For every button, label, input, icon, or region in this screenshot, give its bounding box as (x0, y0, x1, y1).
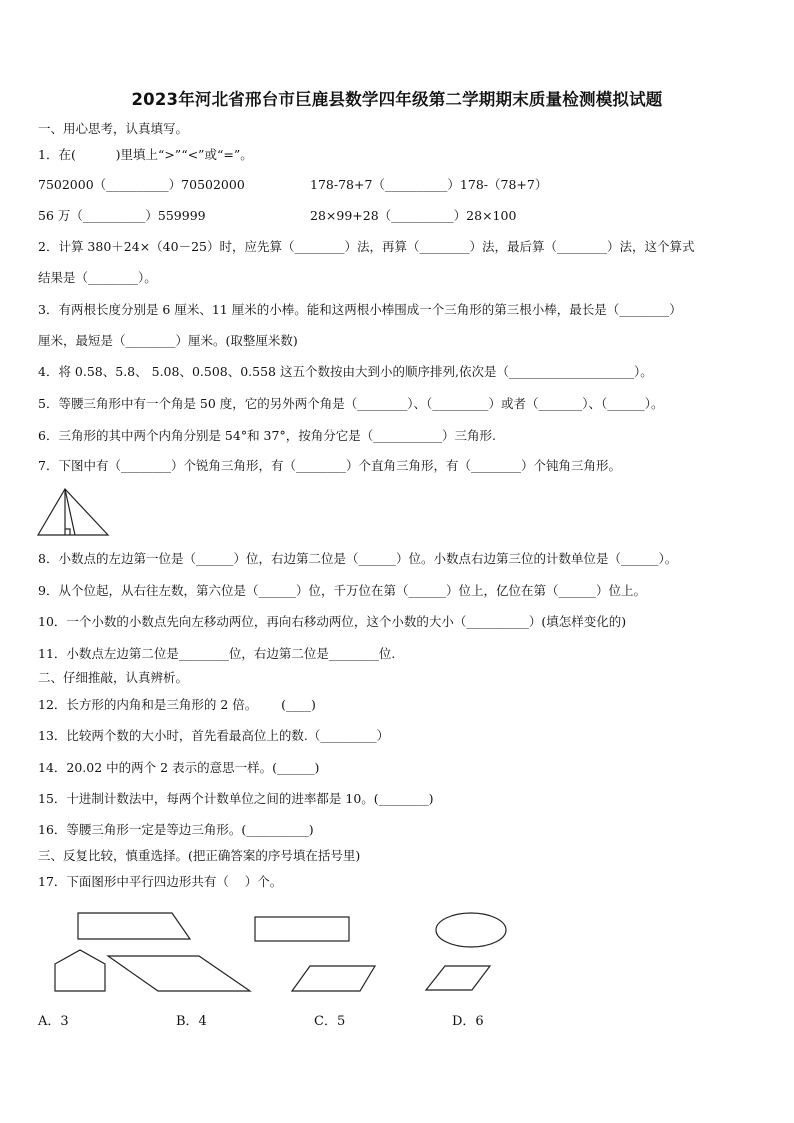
question-3-line-2: 厘米，最短是（________）厘米。(取整厘米数) (38, 333, 298, 348)
question-16: 16．等腰三角形一定是等边三角形。(__________) (38, 822, 314, 837)
rhombus-shape (426, 966, 490, 990)
option-b[interactable]: B．4 (176, 1014, 207, 1029)
question-10: 10．一个小数的小数点先向左移动两位，再向右移动两位，这个小数的大小（__________）(填怎样变化的) (38, 614, 627, 629)
question-7: 7．下图中有（________）个锐角三角形，有（________）个直角三角形，有（________）个钝角三角形。 (38, 458, 621, 473)
question-12: 12．长方形的内角和是三角形的 2 倍。 (____) (38, 697, 316, 712)
question-17: 17．下面图形中平行四边形共有（ ）个。 (38, 874, 283, 889)
page-title: 2023年河北省邢台市巨鹿县数学四年级第二学期期末质量检测模拟试题 (131, 90, 663, 109)
ellipse-shape (436, 913, 506, 947)
question-1-item-a: 7502000（__________）70502000 (38, 177, 245, 192)
question-2-line-1: 2．计算 380＋24×（40－25）时，应先算（________）法，再算（________）法，最后算（________）法，这个算式 (38, 239, 695, 254)
question-3-line-1: 3．有两根长度分别是 6 厘米、11 厘米的小棒。能和这两根小棒围成一个三角形的第三根小棒，最长是（________） (38, 302, 682, 317)
question-4: 4．将 0.58、5.8、 5.08、0.508、0.558 这五个数按由大到小的顺序排列,依次是（____________________）。 (38, 364, 653, 379)
question-15: 15．十进制计数法中，每两个计数单位之间的进率都是 10。(________) (38, 791, 434, 806)
question-6: 6．三角形的其中两个内角分别是 54°和 37°，按角分它是（___________）三角形. (38, 428, 496, 443)
question-1-item-c: 56 万（__________）559999 (38, 208, 206, 223)
question-2-line-2: 结果是（________）。 (38, 270, 157, 285)
rectangle-shape (255, 917, 349, 941)
question-11: 11．小数点左边第二位是________位，右边第二位是________位. (38, 646, 396, 661)
shapes-figure-icon (40, 905, 520, 1000)
question-5: 5．等腰三角形中有一个角是 50 度，它的另外两个角是（________）、（_________）或者（_______）、（______）。 (38, 396, 664, 411)
section-heading-1: 一、用心思考，认真填写。 (38, 121, 189, 136)
parallelogram-shape-2 (292, 966, 375, 991)
triangle-figure-icon (36, 486, 112, 538)
question-13: 13．比较两个数的大小时，首先看最高位上的数.（_________） (38, 728, 390, 743)
section-heading-3: 三、反复比较，慎重选择。(把正确答案的序号填在括号里) (38, 848, 361, 863)
question-1-item-b: 178-78+7（__________）178-（78+7） (310, 177, 548, 192)
question-1-item-d: 28×99+28（__________）28×100 (310, 208, 517, 223)
question-8: 8．小数点的左边第一位是（______）位，右边第二位是（______）位。小数点右边第三位的计数单位是（______）。 (38, 551, 678, 566)
pentagon-house-shape (55, 950, 105, 991)
option-d[interactable]: D．6 (452, 1014, 484, 1029)
question-1: 1．在( )里填上“>”“<”或“=”。 (38, 147, 253, 162)
section-heading-2: 二、仔细推敲，认真辨析。 (38, 670, 189, 685)
question-14: 14．20.02 中的两个 2 表示的意思一样。(______) (38, 760, 320, 775)
parallelogram-shape-1 (108, 956, 250, 991)
right-trapezoid-shape (78, 913, 190, 939)
option-a[interactable]: A．3 (38, 1014, 69, 1029)
option-c[interactable]: C．5 (314, 1014, 346, 1029)
question-9: 9．从个位起，从右往左数，第六位是（______）位，千万位在第（______）位上，亿位在第（______）位上。 (38, 583, 646, 598)
